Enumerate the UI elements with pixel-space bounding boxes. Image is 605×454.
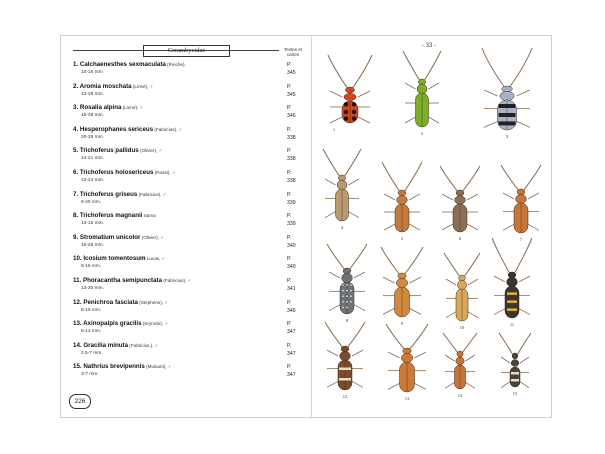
species-author: (Fabricius,), ♂ bbox=[128, 342, 159, 348]
species-entry bbox=[73, 299, 301, 321]
species-page-ref: P. 347 bbox=[287, 364, 296, 379]
species-name-line bbox=[73, 234, 301, 242]
species-entry bbox=[73, 191, 301, 213]
species-name: 9. Stromatium unicolor bbox=[73, 233, 141, 241]
species-entry bbox=[73, 212, 301, 234]
species-author: (Linné), ♂ bbox=[131, 83, 154, 89]
species-size: 13-24 mm. bbox=[81, 177, 104, 183]
species-size: 8-16 mm. bbox=[81, 264, 102, 270]
species-name-line bbox=[73, 255, 301, 263]
specimen-label: 14 bbox=[457, 393, 463, 398]
species-entry bbox=[73, 61, 301, 83]
species-size: 3-7 mm. bbox=[81, 372, 99, 378]
right-page-plate bbox=[312, 36, 551, 417]
beetle-specimen bbox=[327, 244, 367, 323]
species-name-line bbox=[73, 83, 301, 91]
species-entry bbox=[73, 126, 301, 148]
specimen-label: 7 bbox=[519, 237, 523, 242]
species-size: 16-35 mm. bbox=[81, 242, 104, 248]
specimen-label: 8 bbox=[345, 318, 349, 323]
beetle-specimen bbox=[325, 322, 365, 399]
species-size: 6-15 mm. bbox=[81, 307, 102, 313]
species-name: 7. Trichoferus griseus bbox=[73, 190, 138, 198]
species-name-line bbox=[73, 61, 301, 69]
beetle-specimen bbox=[482, 48, 532, 139]
species-name-line bbox=[73, 277, 301, 285]
species-name-line bbox=[73, 320, 301, 328]
beetle-specimen bbox=[386, 324, 428, 401]
species-name: 1. Calchaenesthes sexmaculata bbox=[73, 61, 166, 68]
species-name-line bbox=[73, 104, 301, 112]
species-size: 13-30 mm. bbox=[81, 285, 104, 291]
species-name-line bbox=[73, 126, 301, 134]
specimen-label: 10 bbox=[459, 325, 465, 330]
specimen-label: 13 bbox=[404, 396, 410, 401]
species-name: 6. Trichoferus holosericeus bbox=[73, 168, 154, 176]
species-author: (Reiche), bbox=[165, 62, 186, 67]
specimen-label: 4 bbox=[340, 225, 344, 230]
species-name: 15. Nathrius brevipennis bbox=[73, 363, 145, 371]
species-entry bbox=[73, 342, 301, 364]
specimen-label: 9 bbox=[400, 321, 404, 326]
species-name-line bbox=[73, 342, 301, 350]
species-author: (Mulsant), ♂ bbox=[144, 364, 172, 370]
plate-number: - 33 - bbox=[422, 43, 437, 49]
species-page-ref: P. 341 bbox=[287, 277, 296, 292]
specimen-label: 12 bbox=[342, 394, 348, 399]
species-page-ref: P. 346 bbox=[287, 299, 296, 314]
species-page-ref: P. 338 bbox=[287, 169, 296, 184]
beetle-specimen bbox=[323, 149, 361, 230]
species-size: 14-21 mm. bbox=[81, 156, 104, 162]
species-entry bbox=[73, 234, 301, 256]
species-size: 5-12 mm. bbox=[81, 329, 102, 335]
beetle-specimen bbox=[440, 166, 480, 241]
species-author: (Fabricius), ♂ bbox=[162, 277, 192, 283]
beetle-specimen bbox=[328, 55, 372, 132]
species-author: (Krynicki), ♂ bbox=[141, 321, 168, 327]
beetle-specimen bbox=[501, 165, 541, 242]
species-name: 2. Aromia moschata bbox=[73, 82, 132, 90]
species-page-ref: P. 339 bbox=[287, 213, 296, 228]
species-page-ref: P. 339 bbox=[287, 191, 296, 206]
species-size: 13-15 mm. bbox=[81, 221, 104, 227]
species-entry bbox=[73, 320, 301, 342]
species-author: Lucas, ♂ bbox=[145, 256, 166, 262]
left-page bbox=[61, 36, 312, 417]
beetle-specimen bbox=[403, 51, 441, 136]
beetle-specimen bbox=[382, 162, 422, 241]
specimen-label: 2 bbox=[420, 131, 424, 136]
species-entry bbox=[73, 363, 301, 385]
species-entry bbox=[73, 255, 301, 277]
species-name-line bbox=[73, 191, 301, 199]
book-spread bbox=[60, 35, 552, 418]
species-name: 10. Icosium tomentosum bbox=[73, 255, 146, 263]
species-name-line bbox=[73, 363, 301, 371]
specimen-label: 3 bbox=[505, 134, 509, 139]
family-title: Cerambycidae bbox=[143, 45, 230, 57]
specimen-label: 15 bbox=[512, 391, 518, 396]
species-page-ref: P. 347 bbox=[287, 321, 296, 336]
beetle-specimen bbox=[492, 238, 532, 327]
species-name: 8. Trichoferus magnanii bbox=[73, 212, 143, 220]
species-entry bbox=[73, 83, 301, 105]
species-entry bbox=[73, 147, 301, 169]
species-name-line bbox=[73, 299, 301, 307]
species-name: 4. Hesperophanes sericeus bbox=[73, 125, 154, 133]
species-author: (Olivier), ♂ bbox=[138, 148, 163, 154]
species-size: 20-28 mm. bbox=[81, 134, 104, 140]
species-size: 15-38 mm. bbox=[81, 113, 104, 119]
species-name: 5. Trichoferus pallidus bbox=[73, 147, 139, 155]
page-number: 226 bbox=[69, 394, 91, 409]
specimen-label: 5 bbox=[400, 236, 404, 241]
species-name: 3. Rosalia alpina bbox=[73, 104, 122, 112]
species-page-ref: P. 338 bbox=[287, 126, 296, 141]
species-author: (Linné), ♂ bbox=[121, 105, 144, 111]
species-name-line bbox=[73, 169, 301, 177]
species-entry bbox=[73, 277, 301, 299]
specimen-label: 11 bbox=[509, 322, 515, 327]
species-name-line bbox=[73, 212, 301, 220]
species-author: (Rossi), ♂ bbox=[153, 169, 176, 175]
beetle-specimen bbox=[381, 247, 423, 326]
beetle-specimen bbox=[444, 253, 480, 330]
species-size: 13-35 mm. bbox=[81, 91, 104, 97]
species-author: (Fabricius), ♂ bbox=[137, 191, 167, 197]
species-page-ref: P. 338 bbox=[287, 148, 296, 163]
species-name: 13. Axinopalpis gracilis bbox=[73, 320, 142, 328]
specimen-label: 6 bbox=[458, 236, 462, 241]
species-page-ref: P. 347 bbox=[287, 342, 296, 357]
species-list bbox=[73, 61, 301, 385]
species-page-ref: P. 346 bbox=[287, 105, 296, 120]
species-name: 14. Gracilia minuta bbox=[73, 341, 129, 349]
species-author: (Stephens), ♂ bbox=[138, 299, 168, 305]
species-author: (Fabricius), ♂ bbox=[153, 126, 183, 132]
beetle-specimen bbox=[443, 333, 477, 398]
beetle-specimen bbox=[499, 333, 531, 396]
species-author: Sama bbox=[142, 213, 156, 219]
species-size: 2,5-7 mm. bbox=[81, 350, 103, 356]
species-page-ref: P. 340 bbox=[287, 234, 296, 249]
species-author: (Olivier), ♂ bbox=[140, 234, 164, 240]
specimen-label: 1 bbox=[332, 127, 336, 132]
species-name: 12. Penichroa fasciata bbox=[73, 298, 139, 306]
species-name-line bbox=[73, 147, 301, 155]
column-header: Textes et cartes bbox=[283, 47, 302, 57]
species-page-ref: P. 340 bbox=[287, 256, 296, 271]
species-page-ref: P. 345 bbox=[287, 83, 296, 98]
specimen-plate bbox=[312, 36, 551, 417]
species-size: 10-15 mm bbox=[81, 70, 103, 75]
species-entry bbox=[73, 169, 301, 191]
species-page-ref: P. 345 bbox=[287, 62, 296, 76]
species-size: 9-20 mm. bbox=[81, 199, 102, 205]
species-name: 11. Phoracantha semipunctata bbox=[73, 276, 163, 284]
species-entry bbox=[73, 104, 301, 126]
